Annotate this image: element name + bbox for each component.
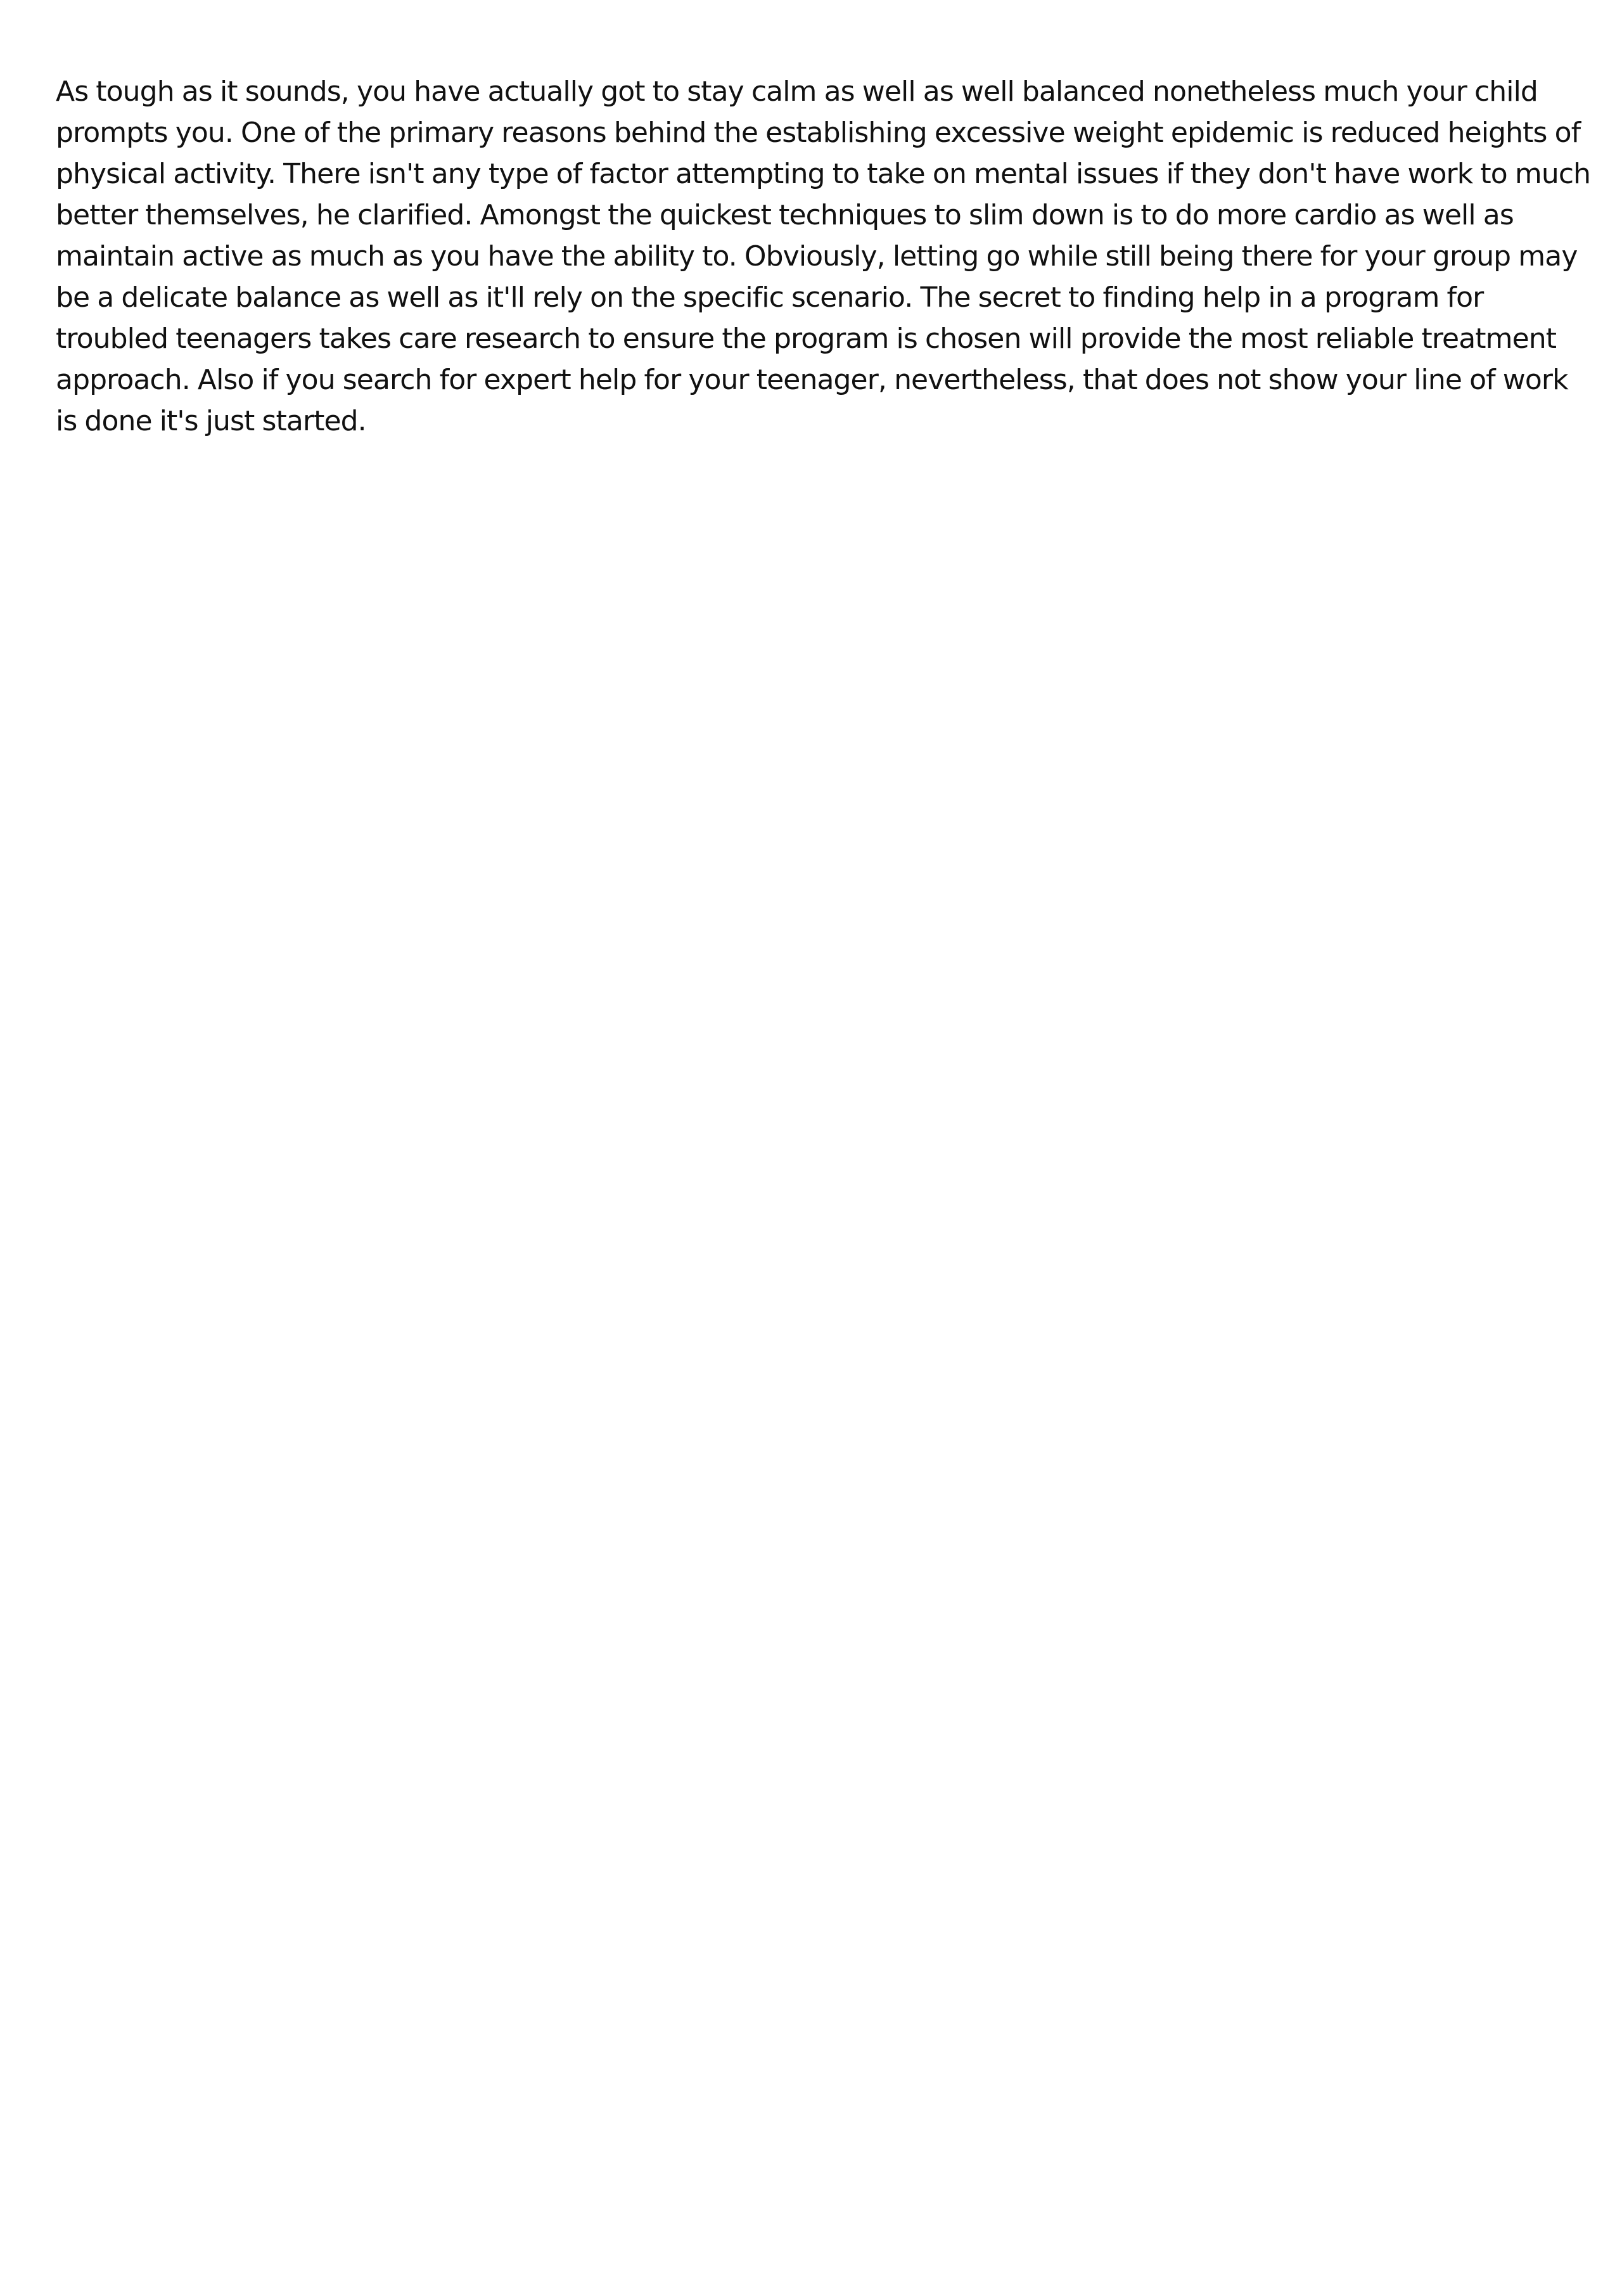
body-paragraph	[56, 71, 1589, 442]
paragraph-line-5: maintain active as much as you have the ability to. Obviously, letting go while still being there for your group may	[56, 240, 1578, 273]
paragraph-line-7: troubled teenagers takes care research to ensure the program is chosen will provide the most reliable treatment	[56, 323, 1557, 355]
paragraph-line-1: As tough as it sounds, you have actually got to stay calm as well as well balanced nonetheless much your child	[56, 75, 1538, 108]
paragraph-line-4: better themselves, he clarified. Amongst the quickest techniques to slim down is to do more cardio as well as	[56, 199, 1514, 231]
paragraph-line-6: be a delicate balance as well as it'll rely on the specific scenario. The secret to finding help in a program for	[56, 281, 1484, 314]
paragraph-line-8: approach. Also if you search for expert help for your teenager, nevertheless, that does not show your line of work	[56, 364, 1568, 396]
paragraph-line-9: is done it's just started.	[56, 405, 366, 437]
paragraph-line-2: prompts you. One of the primary reasons behind the establishing excessive weight epidemic is reduced heights of	[56, 117, 1581, 149]
paragraph-line-3: physical activity. There isn't any type of factor attempting to take on mental issues if they don't have work to much	[56, 158, 1591, 190]
